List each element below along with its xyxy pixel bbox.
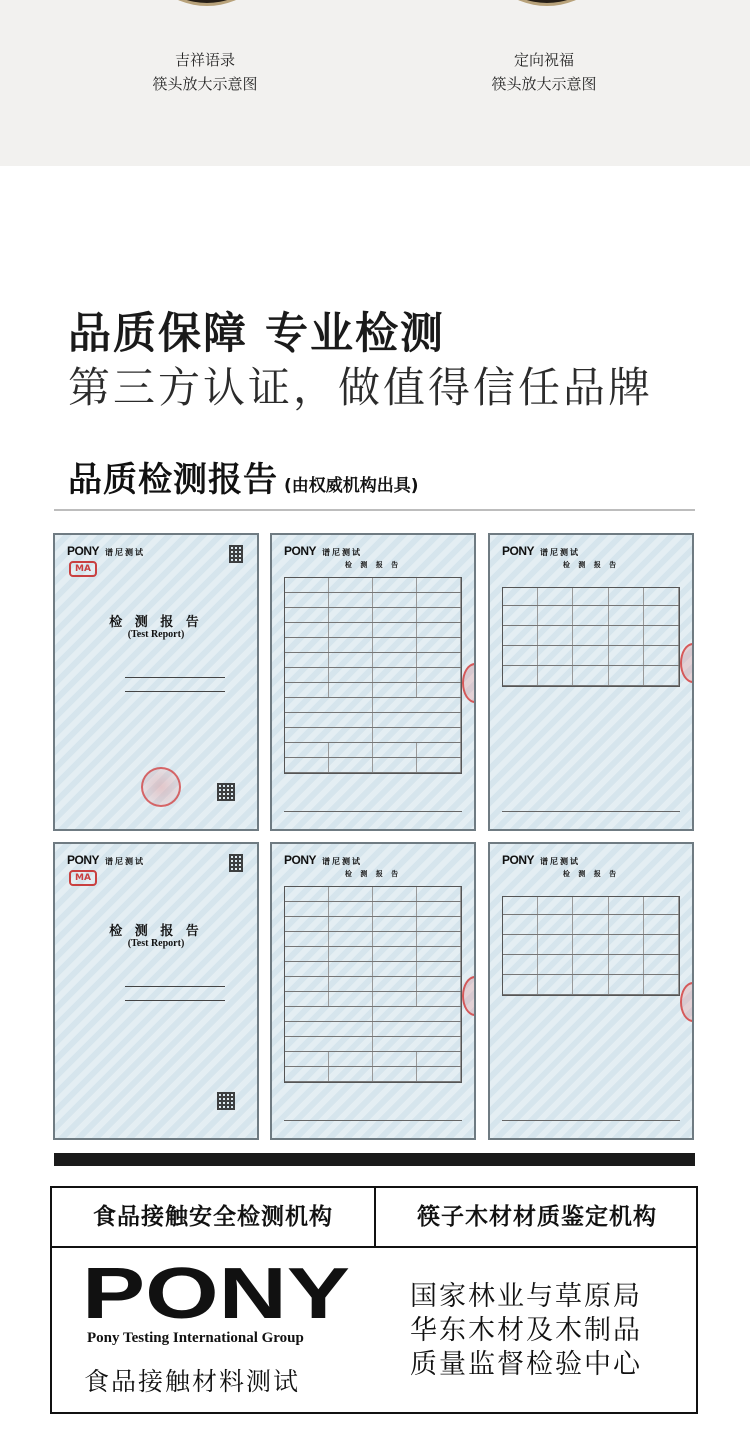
caption-left [85,48,325,96]
pony-logo-cn: 谱尼测试 [105,857,146,866]
cover-field [85,673,235,680]
red-seal-icon [680,643,694,683]
section-bar [54,1153,695,1166]
org-line-2: 华东木材及木制品 [410,1315,642,1346]
report-heading [68,452,419,501]
doc-title: 检 测 报 告 [562,870,620,878]
certificate-cover-1[interactable] [53,533,259,831]
wood-material-agency-header: 筷子木材材质鉴定机构 [417,1204,657,1230]
doc-title: 检 测 报 告 [344,561,402,569]
product-detail-band [0,0,750,166]
pony-logo-cn: 谱尼测试 [322,548,363,557]
pony-logo-word: PONY [502,853,535,867]
certificate-cover-4[interactable] [53,842,259,1140]
pony-group-name: Pony Testing International Group [87,1330,304,1346]
red-seal-icon [462,976,476,1016]
pony-logo-small [284,853,362,867]
trust-subheadline: 第三方认证，做值得信任品牌 [68,363,654,412]
qr-code-icon [229,854,243,872]
report-table [502,587,680,687]
pony-logo-small [67,853,145,867]
pony-logo-small [502,544,580,558]
cover-title: 检 测 报 告 [109,615,203,630]
caption-left-line2: 筷头放大示意图 [152,75,258,93]
pony-logo-cn: 谱尼测试 [540,548,581,557]
pony-logo-small [502,853,580,867]
cover-title: 检 测 报 告 [109,924,203,939]
report-table [502,896,680,996]
divider [52,1246,696,1248]
pony-logo-word: PONY [67,544,100,558]
pony-logo-cn: 谱尼测试 [322,857,363,866]
pony-logo-text: PONY [82,1260,350,1324]
doc-footer [502,1120,680,1128]
certificate-page-6[interactable] [488,842,694,1140]
institutions-box [50,1186,698,1414]
pony-logo-word: PONY [284,544,317,558]
red-seal-icon [680,982,694,1022]
chopstick-tip-image-left [137,0,277,6]
pony-logo-word: PONY [284,853,317,867]
red-seal-icon [462,663,476,703]
wood-inspection-center [410,1280,642,1382]
caption-left-line1: 吉祥语录 [174,51,235,69]
cma-mark-icon: MA [69,561,97,577]
report-table [284,577,462,774]
food-safety-agency-header: 食品接触安全检测机构 [93,1204,333,1230]
qr-code-icon [217,783,235,801]
doc-title: 检 测 报 告 [562,561,620,569]
pony-logo-small [67,544,145,558]
pony-logo-word: PONY [502,544,535,558]
certificate-page-5[interactable] [270,842,476,1140]
divider [54,509,695,511]
doc-title: 检 测 报 告 [344,870,402,878]
doc-footer [284,1120,462,1128]
doc-footer [284,811,462,819]
pony-logo-word: PONY [67,853,100,867]
red-seal-icon [141,767,181,807]
caption-right-line1: 定向祝福 [513,51,574,69]
quality-headline: 品质保障 专业检测 [68,309,445,359]
org-line-3: 质量监督检验中心 [410,1349,642,1380]
caption-right-line2: 筷头放大示意图 [491,75,597,93]
qr-code-icon [217,1092,235,1110]
report-table [284,886,462,1083]
doc-footer [502,811,680,819]
pony-logo [82,1260,352,1324]
qr-code-icon [229,545,243,563]
report-title: 品质检测报告 [68,460,278,500]
pony-logo-small [284,544,362,558]
report-subtitle: (由权威机构出具) [284,476,419,496]
chopstick-tip-image-right [477,0,617,6]
org-line-1: 国家林业与草原局 [410,1281,642,1312]
certificate-page-3[interactable] [488,533,694,831]
cover-title-en: (Test Report) [127,938,185,949]
pony-logo-cn: 谱尼测试 [540,857,581,866]
pony-logo-cn: 谱尼测试 [105,548,146,557]
caption-right [424,48,664,96]
cma-mark-icon: MA [69,870,97,886]
cover-field [85,982,235,989]
cover-title-en: (Test Report) [127,629,185,640]
cover-field [85,687,235,694]
cover-field [85,996,235,1003]
certificate-page-2[interactable] [270,533,476,831]
pony-service-label: 食品接触材料测试 [84,1367,301,1396]
